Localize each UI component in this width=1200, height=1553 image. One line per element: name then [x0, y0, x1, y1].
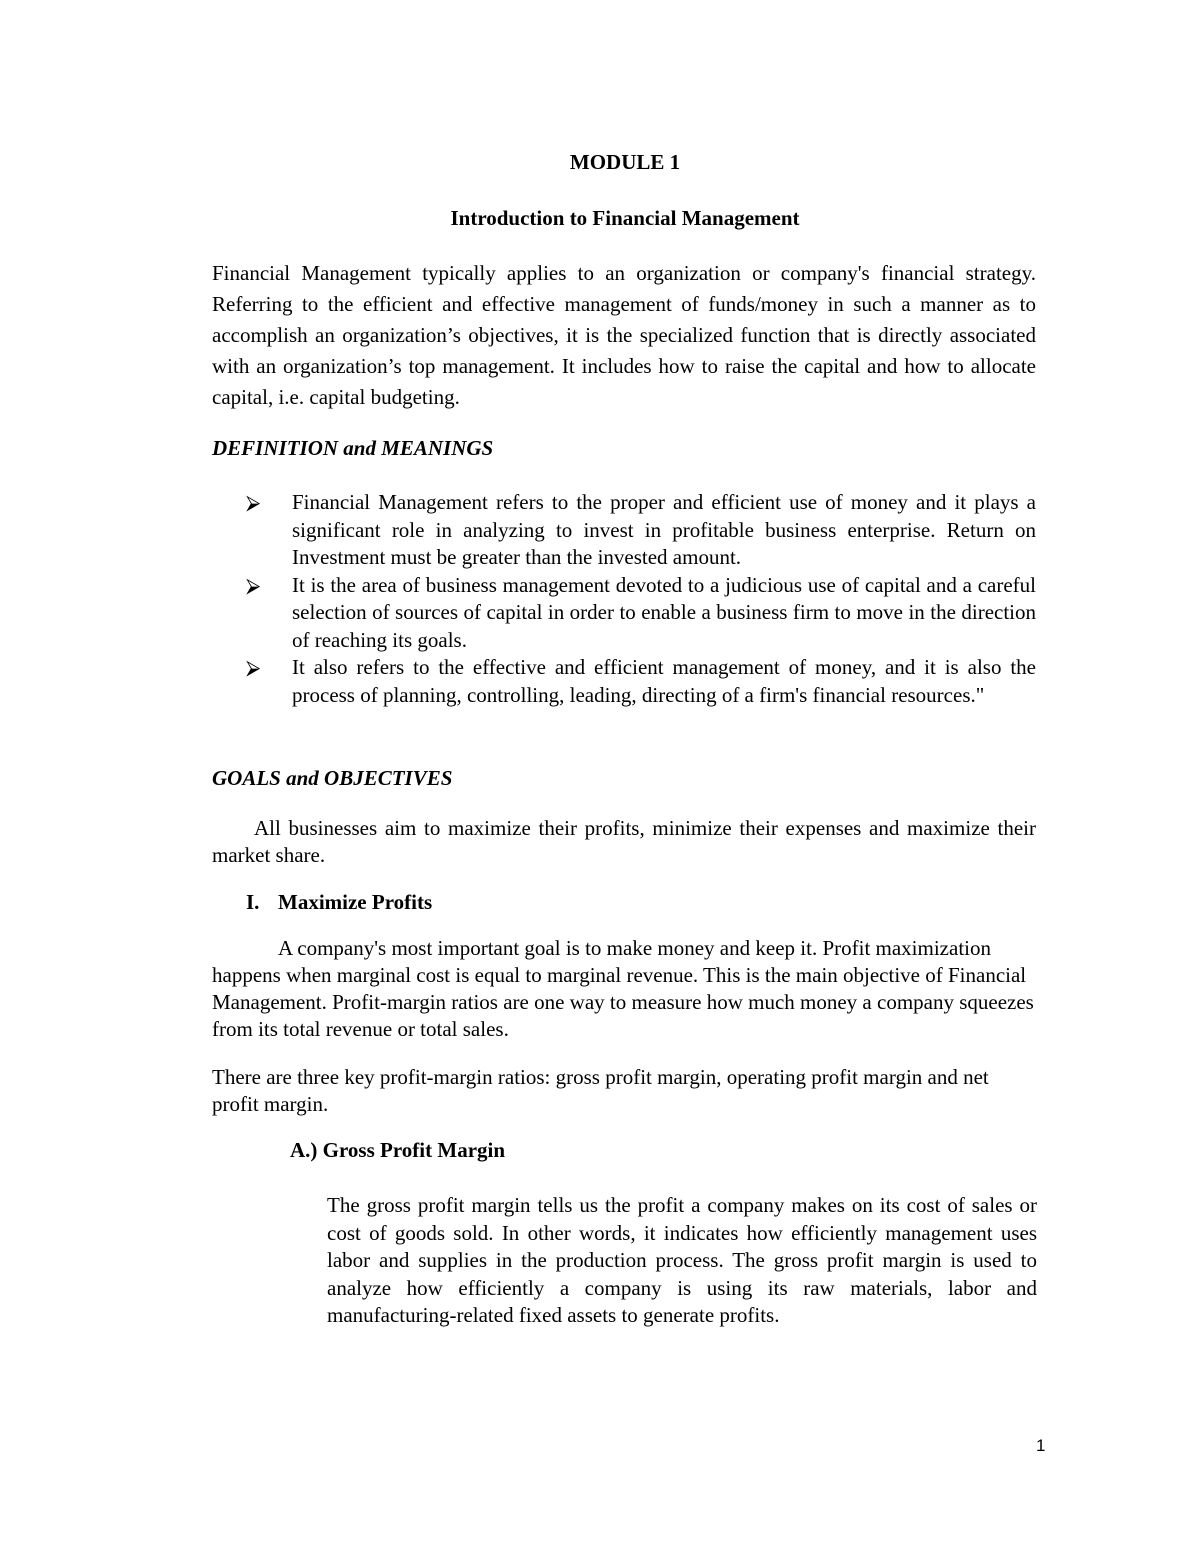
page-title: Introduction to Financial Management: [450, 206, 800, 230]
definition-list: [246, 489, 1036, 709]
list-item: [246, 489, 1036, 572]
list-item: [246, 654, 1036, 709]
list-item: [246, 572, 1036, 655]
page-number: 1: [1036, 1436, 1046, 1455]
ratios-paragraph: There are three key profit-margin ratios: gross profit margin, operating profit margin and net profit margin.: [212, 1065, 989, 1116]
profit-paragraph: A company's most important goal is to make money and keep it. Profit maximization happens when marginal cost is equal to marginal revenue. This is the main objective of Financial Management. Profit-margin ratios are one way to measure how much money a company squeezes from its total revenue or total sales.: [212, 936, 1034, 1041]
module-title: MODULE 1: [569, 150, 681, 174]
gross-profit-paragraph: The gross profit margin tells us the profit a company makes on its cost of sales or cost of goods sold. In other words, it indicates how efficiently management uses labor and supplies in the production process. The gross profit margin is used to analyze how efficiently a company is using its raw materials, labor and manufacturing-related fixed assets to generate profits.: [327, 1193, 1037, 1327]
gross-profit-heading: A.) Gross Profit Margin: [290, 1138, 506, 1162]
arrow-bullet-icon: ⮚: [246, 572, 261, 597]
section-number: I.: [246, 890, 260, 914]
section-heading-maximize-profits: [246, 890, 432, 915]
definition-text: Financial Management refers to the proper and efficient use of money and it plays a significant role in analyzing to invest in profitable business enterprise. Return on Investment must be greater than the invested amount.: [292, 490, 1036, 569]
definition-text: It also refers to the effective and efficient management of money, and it is also the process of planning, controlling, leading, directing of a firm's financial resources.": [292, 655, 1036, 707]
intro-paragraph: Financial Management typically applies to an organization or company's financial strategy. Referring to the efficient and effective management of funds/money in such a manner as to accomplish an organization’s objectives, it is the specialized function that is directly associated with an organization’s top management. It includes how to raise the capital and how to allocate capital, i.e. capital budgeting.: [212, 261, 1036, 409]
definition-text: It is the area of business management devoted to a judicious use of capital and a careful selection of sources of capital in order to enable a business firm to move in the direction of reaching its goals.: [292, 572, 1036, 652]
arrow-bullet-icon: ⮚: [246, 490, 261, 514]
goals-paragraph: All businesses aim to maximize their profits, minimize their expenses and maximize their market share.: [212, 816, 1036, 867]
section-title: Maximize Profits: [278, 890, 433, 914]
goals-heading: GOALS and OBJECTIVES: [212, 766, 453, 790]
arrow-bullet-icon: ⮚: [246, 655, 261, 679]
definition-heading: DEFINITION and MEANINGS: [212, 436, 494, 460]
